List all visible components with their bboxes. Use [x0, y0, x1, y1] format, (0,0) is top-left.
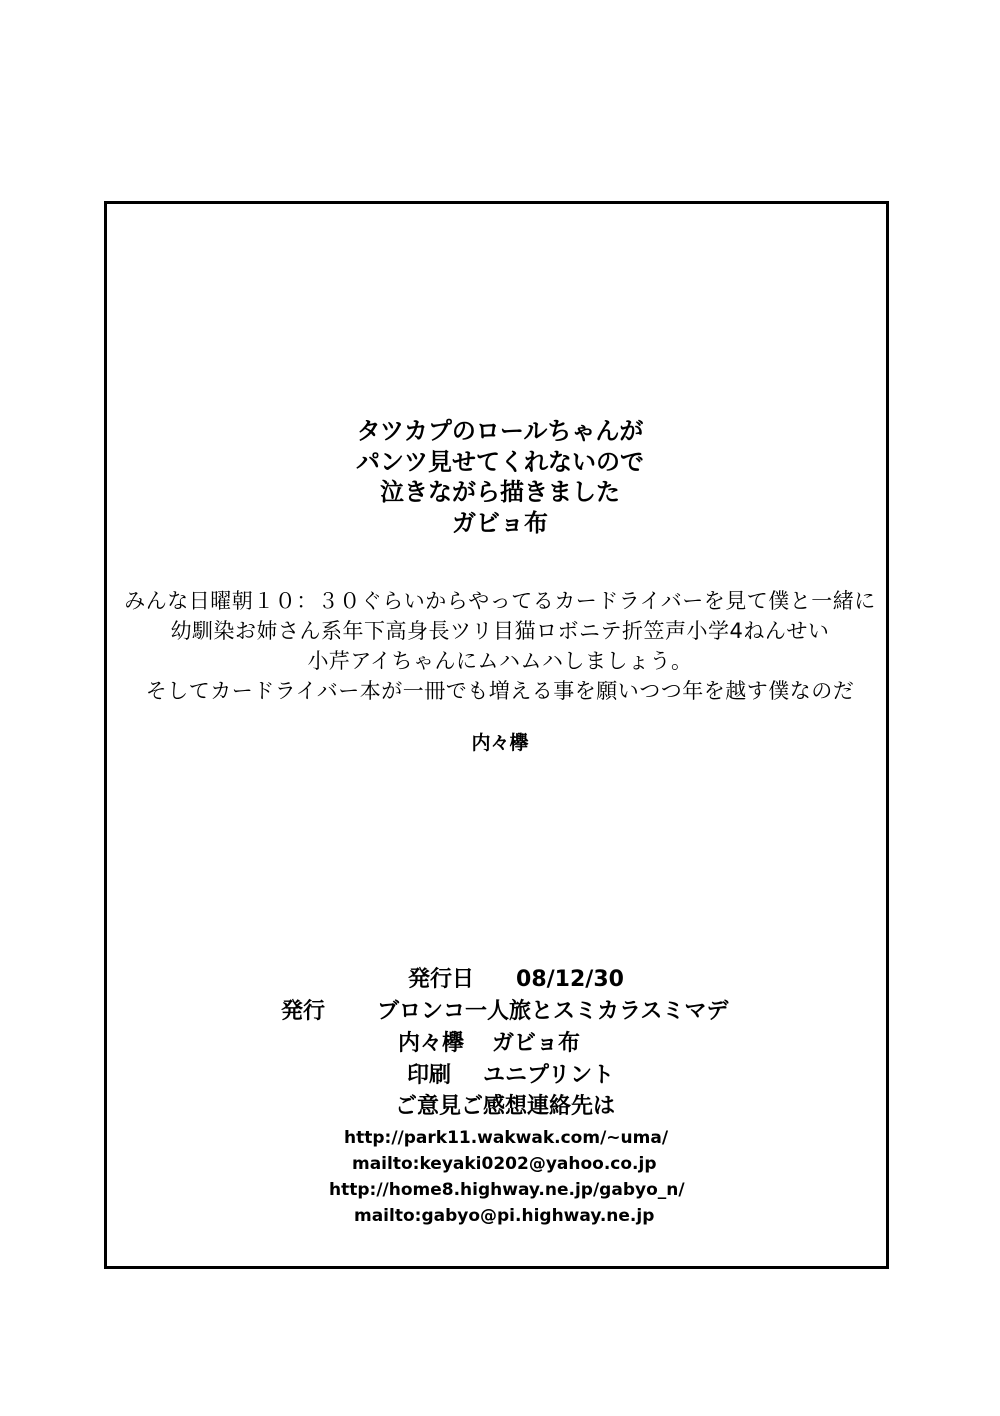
printer-label: 印刷: [407, 1063, 452, 1088]
afterword-message: [0, 586, 1000, 706]
book-title: [0, 416, 1000, 538]
title-line: 泣きながら描きました: [380, 478, 620, 506]
authors-row: [398, 1029, 580, 1059]
contact-label: ご意見ご感想連絡先は: [395, 1094, 616, 1119]
message-line: 小芹アイちゃんにムハムハしましょう。: [307, 649, 693, 673]
issue-date-row: [408, 965, 624, 995]
contact-url[interactable]: http://park11.wakwak.com/~uma/: [344, 1128, 669, 1148]
title-author-line: ガビョ布: [452, 508, 548, 537]
title-line: パンツ見せてくれないので: [356, 447, 644, 476]
message-line: みんな日曜朝１０：３０ぐらいからやってるカードライバーを見て僕と一緒に: [124, 589, 876, 613]
title-line: タツカプのロールちゃんが: [356, 417, 644, 445]
author-two: ガビョ布: [492, 1031, 581, 1056]
author-one: 内々欅: [398, 1031, 465, 1056]
message-line: そしてカードライバー本が一冊でも増える事を願いつつ年を越す僕なのだ: [145, 679, 855, 703]
publisher-row: [281, 997, 728, 1027]
issue-date-label: 発行日: [408, 967, 475, 992]
contact-url[interactable]: http://home8.highway.ne.jp/gabyo_n/: [329, 1180, 685, 1200]
contact-email[interactable]: mailto:gabyo@pi.highway.ne.jp: [354, 1206, 655, 1226]
contact-email[interactable]: mailto:keyaki0202@yahoo.co.jp: [352, 1154, 657, 1174]
printer-row: [407, 1061, 614, 1091]
message-author: 内々欅: [471, 732, 529, 754]
publisher-label: 発行: [281, 999, 326, 1024]
printer-value: ユニプリント: [483, 1063, 615, 1088]
issue-date-value: 08/12/30: [516, 967, 624, 992]
publisher-value: ブロンコ一人旅とスミカラスミマデ: [377, 999, 729, 1024]
message-line: 幼馴染お姉さん系年下高身長ツリ目猫ロボニテ折笠声小学4ねんせい: [170, 619, 830, 643]
